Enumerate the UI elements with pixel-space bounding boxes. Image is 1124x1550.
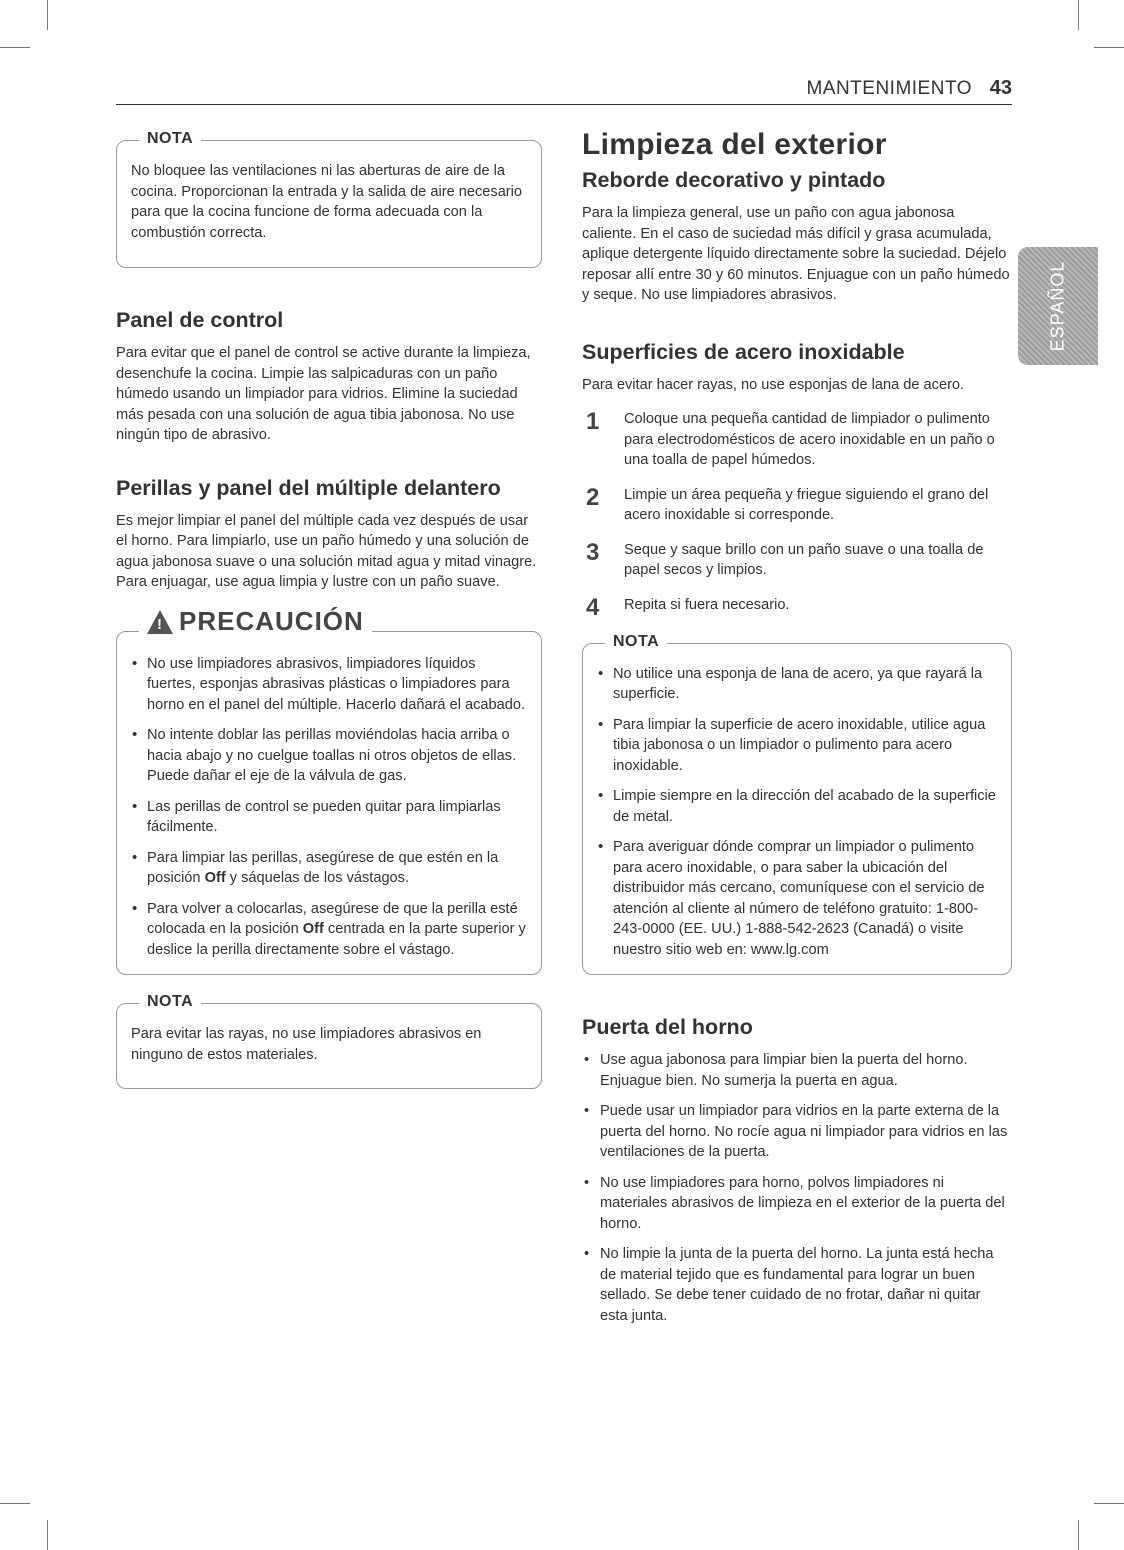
caution-header bbox=[139, 606, 372, 637]
step-item bbox=[582, 409, 1012, 471]
section-reborde bbox=[582, 168, 1012, 306]
section-title: MANTENIMIENTO bbox=[806, 78, 972, 99]
page-number: 43 bbox=[989, 77, 1012, 99]
section-puerta bbox=[582, 1015, 1012, 1326]
list-item: • No use limpiadores para horno, polvos limpiadores ni materiales abrasivos de limpieza en el exterior de la puerta del horno. bbox=[582, 1173, 1012, 1235]
crop-mark bbox=[0, 47, 30, 48]
note-title: NOTA bbox=[605, 632, 667, 653]
step-number: 1 bbox=[586, 408, 600, 435]
list-item: • Para volver a colocarlas, asegúrese de que la perilla esté colocada en la posición Off centrada en la parte superior y deslice la perilla directamente sobre el vástago. bbox=[131, 899, 527, 961]
list-item: • No intente doblar las perillas moviéndolas hacia arriba o hacia abajo y no cuelgue toallas ni otros objetos de ellas. Puede dañar el eje de la válvula de gas. bbox=[131, 725, 527, 787]
step-item bbox=[582, 540, 1012, 581]
note-text: No bloquee las ventilaciones ni las aberturas de aire de la cocina. Proporcionan la entrada y la salida de aire necesario para que la cocina funcione de forma adecuada con la combustión correcta. bbox=[131, 163, 523, 241]
note-box-ventilation bbox=[116, 130, 542, 268]
section-heading: Puerta del horno bbox=[582, 1015, 753, 1039]
step-text: Coloque una pequeña cantidad de limpiador o pulimento para electrodomésticos de acero inoxidable en un paño o una toalla de papel húmedos. bbox=[624, 411, 995, 468]
crop-mark bbox=[0, 1503, 30, 1504]
section-heading: Perillas y panel del múltiple delantero bbox=[116, 475, 501, 500]
list-item: • No utilice una esponja de lana de acero, ya que rayará la superficie. bbox=[597, 664, 997, 705]
list-item: • Puede usar un limpiador para vidrios en la parte externa de la puerta del horno. No rocíe agua ni limpiador para vidrios en las ventilaciones de la puerta. bbox=[582, 1101, 1012, 1163]
note-box-steel bbox=[582, 632, 1012, 976]
steps-list bbox=[582, 409, 1012, 621]
step-text: Repita si fuera necesario. bbox=[624, 596, 790, 613]
step-text: Seque y saque brillo con un paño suave o una toalla de papel secos y limpios. bbox=[624, 541, 984, 578]
page-title: Limpieza del exterior bbox=[582, 128, 887, 161]
caution-box bbox=[116, 606, 542, 976]
crop-mark bbox=[47, 1520, 48, 1550]
step-number: 4 bbox=[586, 593, 600, 621]
crop-mark bbox=[1078, 0, 1079, 30]
section-acero bbox=[582, 340, 1012, 621]
caution-list bbox=[131, 654, 527, 961]
list-item: • Para averiguar dónde comprar un limpiador o pulimento para acero inoxidable, o para saber la ubicación del distribuidor más cercano, comuníquese con el servicio de atención al cliente al número de teléfono gratuito: 1-800-243-0000 (EE. UU.) 1-888-542-2623 (Canadá) o visite nuestro sitio web en: www.lg.com bbox=[597, 837, 997, 960]
language-tab bbox=[1018, 247, 1098, 365]
step-item bbox=[582, 485, 1012, 526]
list-item: • No use limpiadores abrasivos, limpiadores líquidos fuertes, esponjas abrasivas plásticas o limpiadores para horno en el panel del múltiple. Hacerlo dañará el acabado. bbox=[131, 654, 527, 716]
list-item: • Use agua jabonosa para limpiar bien la puerta del horno. Enjuague bien. No sumerja la puerta en agua. bbox=[582, 1050, 1012, 1091]
right-column bbox=[582, 128, 1012, 1336]
step-number: 3 bbox=[586, 538, 600, 566]
page-header bbox=[116, 74, 1012, 105]
list-item: • Limpie siempre en la dirección del acabado de la superficie de metal. bbox=[597, 786, 997, 827]
section-text: Para evitar que el panel de control se active durante la limpieza, desenchufe la cocina. Limpie las salpicaduras con un paño húmedo usando un limpiador para vidrios. Elimine la suciedad más pesada con una solución de agua tibia jabonosa. No use ningún tipo de abrasivo. bbox=[116, 345, 531, 443]
step-text: Limpie un área pequeña y friegue siguiendo el grano del acero inoxidable si corresponde. bbox=[624, 486, 989, 523]
left-column bbox=[116, 130, 542, 1089]
crop-mark bbox=[1094, 47, 1124, 48]
section-intro: Para evitar hacer rayas, no use esponjas de lana de acero. bbox=[582, 376, 965, 393]
crop-mark bbox=[1078, 1520, 1079, 1550]
list-item: • No limpie la junta de la puerta del horno. La junta está hecha de material tejido que es fundamental para lograr un buen sellado. Se debe tener cuidado de no frotar, dañar ni quitar esta junta. bbox=[582, 1244, 1012, 1326]
caution-title: PRECAUCIÓN bbox=[179, 606, 364, 637]
section-perillas bbox=[116, 476, 542, 593]
step-number: 2 bbox=[586, 483, 600, 511]
list-item: • Las perillas de control se pueden quitar para limpiarlas fácilmente. bbox=[131, 797, 527, 838]
note-list bbox=[597, 664, 997, 961]
section-text: Es mejor limpiar el panel del múltiple cada vez después de usar el horno. Para limpiarlo, use un paño húmedo y una solución de agua jabonosa suave o una solución mitad agua y mitad vinagre. Para enjuagar, use agua limpia y lustre con un paño suave. bbox=[116, 512, 537, 590]
section-panel-control bbox=[116, 308, 542, 446]
note-title: NOTA bbox=[139, 992, 201, 1013]
section-text: Para la limpieza general, use un paño con agua jabonosa caliente. En el caso de suciedad más difícil y grasa acumulada, aplique detergente líquido directamente sobre la suciedad. Déjelo reposar allí entre 30 y 60 minutos. Enjuague con un paño húmedo y seque. No use limpiadores abrasivos. bbox=[582, 205, 1010, 303]
list-item: • Para limpiar las perillas, asegúrese de que estén en la posición Off y sáquelas de los vástagos. bbox=[131, 848, 527, 889]
step-item bbox=[582, 595, 1012, 621]
bullet-list bbox=[582, 1050, 1012, 1326]
section-heading: Panel de control bbox=[116, 308, 284, 332]
note-text: Para evitar las rayas, no use limpiadores abrasivos en ninguno de estos materiales. bbox=[131, 1026, 482, 1063]
crop-mark bbox=[1094, 1503, 1124, 1504]
section-heading: Superficies de acero inoxidable bbox=[582, 339, 905, 364]
section-heading: Reborde decorativo y pintado bbox=[582, 168, 886, 192]
list-item: • Para limpiar la superficie de acero inoxidable, utilice agua tibia jabonosa o un limpiador o pulimento para acero inoxidable. bbox=[597, 715, 997, 777]
warning-icon: ! bbox=[147, 610, 173, 634]
note-title: NOTA bbox=[139, 129, 201, 150]
note-box-materials bbox=[116, 993, 542, 1089]
language-tab-label: ESPAÑOL bbox=[1047, 260, 1068, 352]
crop-mark bbox=[47, 0, 48, 30]
